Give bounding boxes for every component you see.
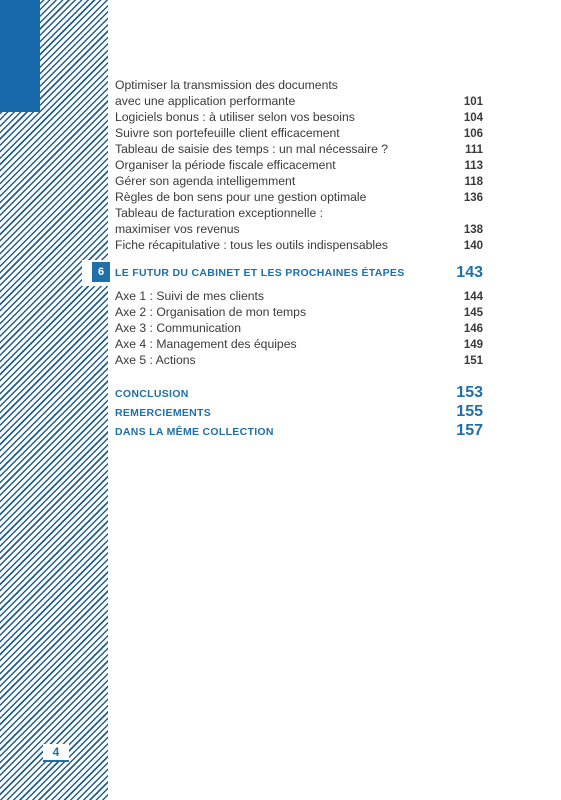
toc-entry[interactable] [115, 336, 483, 352]
toc-entry-label: Logiciels bonus : à utiliser selon vos besoins [115, 110, 355, 124]
toc-entry-label: Axe 2 : Organisation de mon temps [115, 305, 307, 319]
toc-entry-label: Règles de bon sens pour une gestion optimale [115, 190, 367, 204]
toc-entry[interactable] [115, 205, 483, 221]
toc-entry-label: Optimiser la transmission des documents [115, 78, 338, 92]
toc-entry[interactable] [115, 320, 483, 336]
toc-entry-page: 138 [463, 224, 483, 236]
toc-entry[interactable] [115, 221, 483, 237]
toc-entry-page: 155 [456, 403, 483, 420]
toc-entry[interactable] [115, 237, 483, 253]
toc-entry-label: Tableau de facturation exceptionnelle : [115, 206, 324, 220]
toc-entry-page: 106 [463, 128, 483, 140]
toc-sections [115, 384, 483, 441]
toc-entry-page: 111 [465, 144, 483, 156]
toc-entry[interactable] [115, 304, 483, 320]
toc-entry[interactable] [115, 189, 483, 205]
decorative-stripes [0, 0, 108, 800]
toc-entry-label: maximiser vos revenus [115, 222, 240, 236]
toc-entry-label: Suivre son portefeuille client efficacement [115, 126, 340, 140]
toc-entry-label: avec une application performante [115, 94, 296, 108]
toc-entry[interactable] [115, 173, 483, 189]
toc-entry-page: 104 [463, 112, 483, 124]
toc-section-row[interactable] [115, 384, 483, 403]
toc-entry-page: 144 [463, 291, 483, 303]
toc-entry-label: Tableau de saisie des temps : un mal nécessaire ? [115, 142, 389, 156]
toc-entry-page: 101 [463, 96, 483, 108]
toc-entry-label: DANS LA MÊME COLLECTION [115, 426, 274, 438]
toc-entry[interactable] [115, 141, 483, 157]
toc-entry-page: 153 [456, 384, 483, 401]
toc-entry[interactable] [115, 109, 483, 125]
toc-entry-label: Gérer son agenda intelligemment [115, 174, 296, 188]
toc-list-top [115, 77, 483, 253]
toc-entry-page: 151 [463, 355, 483, 367]
toc-entry[interactable] [115, 352, 483, 368]
toc-entry-page: 149 [463, 339, 483, 351]
toc-entry-label: Organiser la période fiscale efficacement [115, 158, 336, 172]
toc-entry[interactable] [115, 288, 483, 304]
toc-entry-label: REMERCIEMENTS [115, 407, 212, 419]
toc-entry[interactable] [115, 93, 483, 109]
chapter-title: LE FUTUR DU CABINET ET LES PROCHAINES ÉTAPES [115, 267, 405, 279]
toc-entry-label: Axe 3 : Communication [115, 321, 241, 335]
toc-entry-label: Axe 5 : Actions [115, 353, 196, 367]
toc-list-chapter [115, 288, 483, 368]
toc-entry[interactable] [115, 125, 483, 141]
chapter-number: 6 [92, 262, 110, 282]
toc-entry-page: 146 [463, 323, 483, 335]
toc-entry-page: 113 [464, 160, 483, 172]
toc-entry-page: 136 [463, 192, 483, 204]
toc-entry[interactable] [115, 157, 483, 173]
chapter-page: 143 [456, 264, 483, 281]
table-of-contents [97, 77, 483, 441]
toc-section-row[interactable] [115, 422, 483, 441]
toc-entry-label: Axe 4 : Management des équipes [115, 337, 297, 351]
toc-section-row[interactable] [115, 403, 483, 422]
toc-entry-page: 140 [463, 240, 483, 252]
toc-entry-label: CONCLUSION [115, 388, 189, 400]
toc-entry-page: 145 [463, 307, 483, 319]
toc-entry-page: 118 [464, 176, 483, 188]
toc-entry-label: Axe 1 : Suivi de mes clients [115, 289, 265, 303]
toc-entry-label: Fiche récapitulative : tous les outils indispensables [115, 238, 389, 252]
page-number: 4 [43, 744, 69, 762]
corner-tab [0, 0, 40, 112]
chapter-heading[interactable] [97, 262, 483, 284]
toc-entry[interactable] [115, 77, 483, 93]
toc-entry-page: 157 [456, 422, 483, 439]
